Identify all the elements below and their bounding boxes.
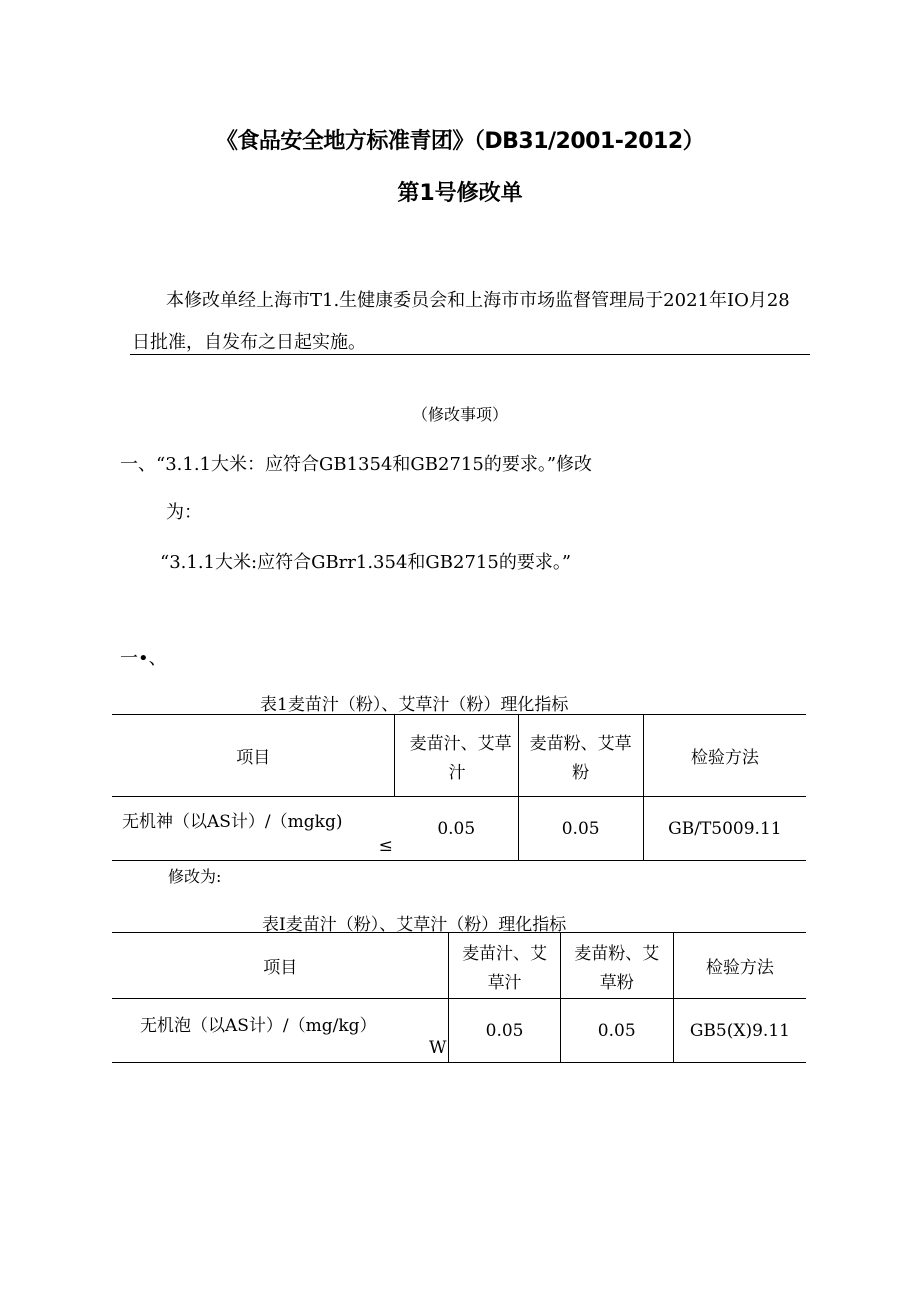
table1-header-col2-line2: 汁 [448, 762, 466, 783]
table2-method: GB5(X)9.11 [689, 1020, 790, 1041]
section-heading: （修改事项） [411, 405, 508, 424]
table1-header-wheatgrass-powder [518, 715, 643, 797]
table1-item-label: 无机神（以AS计）/（mgkg) [122, 812, 343, 832]
table2-header-col2-line2: 草汁 [487, 972, 522, 993]
table2-row [112, 999, 806, 1063]
table1-row [112, 797, 806, 861]
document-subtitle: 第1号修改单 [397, 181, 523, 206]
intro-line-2: 日批准，自发布之日起实施。 [132, 332, 366, 353]
table2-item-label: 无机泡（以AS计）/（mg/kg） [140, 1016, 377, 1036]
table2-header-item-label: 项目 [263, 958, 298, 978]
table1-value2: 0.05 [561, 818, 600, 839]
table1-cell-method [643, 797, 806, 861]
table1-header-item [112, 715, 395, 797]
table1-cell-value1 [395, 797, 518, 861]
table1-method: GB/T5009.11 [668, 818, 782, 839]
table1-cell-item [112, 797, 395, 861]
table2-header-col2-line1: 麦苗汁、艾 [462, 943, 548, 964]
table2-cell-value2 [560, 999, 673, 1063]
table1-header-col3-line2: 粉 [572, 762, 590, 783]
table2-cell-method [673, 999, 806, 1063]
table2-cell-value1 [449, 999, 560, 1063]
table2-value1: 0.05 [485, 1020, 524, 1041]
table1-limit-symbol: ≤ [378, 836, 393, 856]
document-title: 《食品安全地方标准青团》（DB31/2001-2012） [215, 129, 705, 154]
table2-header-method-label: 检验方法 [705, 958, 774, 978]
table1-header-col3-line1: 麦苗粉、艾草 [529, 733, 632, 754]
table1-caption: 表1麦苗汁（粉）、艾草汁（粉）理化指标 [260, 695, 569, 715]
table-original [112, 714, 806, 861]
table1-header-wheatgrass-juice [395, 715, 518, 797]
table2-header-wheatgrass-powder [560, 933, 673, 999]
table-revised [112, 932, 806, 1063]
intro-line-1: 本修改单经上海市T1.生健康委员会和上海市市场监督管理局于2021年IO月28 [166, 290, 790, 311]
table2-header-col3-line1: 麦苗粉、艾 [574, 943, 660, 964]
table1-cell-value2 [518, 797, 643, 861]
table2-header-col3-line2: 草粉 [599, 972, 634, 993]
table2-value2: 0.05 [597, 1020, 636, 1041]
divider-rule [130, 354, 810, 355]
table1-header-col2-line1: 麦苗汁、艾草 [409, 733, 512, 754]
table1-header-method-label: 检验方法 [690, 748, 759, 768]
table2-caption: 表I麦苗汁（粉）、艾草汁（粉）理化指标 [262, 915, 567, 935]
table2-header-wheatgrass-juice [449, 933, 560, 999]
table1-header-method [643, 715, 806, 797]
table2-cell-item [112, 999, 449, 1063]
table1-value1: 0.05 [437, 818, 476, 839]
table2-header-item [112, 933, 449, 999]
item1-line-1: 一、“3.1.1大米：应符合GB1354和GB2715的要求。”修改 [120, 454, 593, 475]
table2-limit-symbol: W [429, 1038, 447, 1058]
table1-header-item-label: 项目 [236, 748, 271, 768]
item2-marker: 一•、 [120, 648, 167, 669]
item1-line-2: 为： [166, 502, 202, 523]
table2-header-method [673, 933, 806, 999]
modify-label: 修改为: [168, 867, 222, 886]
item1-line-3: “3.1.1大米:应符合GBrr1.354和GB2715的要求。” [160, 552, 572, 573]
